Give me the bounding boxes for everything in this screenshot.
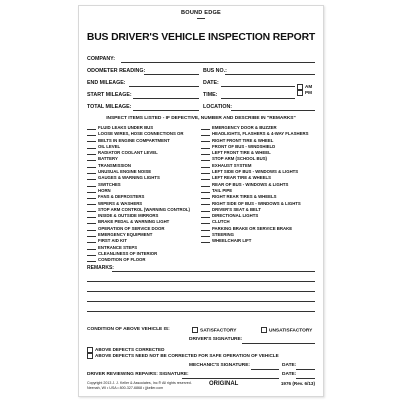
remarks-line[interactable] [112, 271, 315, 272]
inspection-item[interactable]: RIGHT FRONT TIRE & WHEEL [201, 138, 313, 144]
inspection-item[interactable]: BELTS IN ENGINE COMPARTMENT [87, 138, 199, 144]
remarks-line[interactable] [87, 301, 315, 302]
location-label: LOCATION: [203, 104, 233, 110]
inspection-item[interactable]: STOP ARM CONTROL (WARNING CONTROL) [87, 207, 199, 213]
reviewing-date-label: DATE: [282, 372, 297, 377]
inspection-item[interactable]: EXHAUST SYSTEM [201, 163, 313, 169]
odometer-label: ODOMETER READING: [87, 68, 146, 74]
inspection-item[interactable]: REAR OF BUS - WINDOWS & LIGHTS [201, 182, 313, 188]
satisfactory-checkbox[interactable] [192, 327, 198, 333]
unsatisfactory-option[interactable]: UNSATISFACTORY [261, 327, 312, 333]
mechanic-signature-field[interactable] [251, 369, 279, 370]
inspection-item[interactable]: HORN [87, 188, 199, 194]
pm-label: PM [305, 90, 312, 96]
mechanic-signature-label: MECHANIC'S SIGNATURE: [189, 363, 251, 368]
inspection-item[interactable]: EMERGENCY DOOR & BUZZER [201, 125, 313, 131]
inspection-item[interactable]: LEFT FRONT TIRE & WHEEL [201, 150, 313, 156]
satisfactory-option[interactable]: SATISFACTORY [192, 327, 236, 333]
inspection-item[interactable]: FRONT OF BUS - WINDSHIELD [201, 144, 313, 150]
condition-label: CONDITION OF ABOVE VEHICLE IS: [87, 327, 170, 332]
inspection-item[interactable]: LEFT REAR TIRE & WHEELS [201, 175, 313, 181]
inspection-item[interactable]: CONDITION OF FLOOR [87, 257, 199, 263]
inspection-item[interactable]: WIPERS & WASHERS [87, 201, 199, 207]
original-label: ORIGINAL [209, 381, 239, 387]
inspection-item[interactable]: TAIL PIPE [201, 188, 313, 194]
inspection-item[interactable]: TRANSMISSION [87, 163, 199, 169]
am-label: AM [305, 84, 313, 90]
inspection-item[interactable]: OPERATION OF SERVICE DOOR [87, 226, 199, 232]
right-items-list [201, 125, 313, 245]
defects-corrected-option[interactable]: ABOVE DEFECTS CORRECTED [87, 347, 164, 353]
reviewing-signature-field[interactable] [182, 378, 279, 379]
inspection-form-sheet [78, 5, 324, 397]
inspection-item[interactable]: FANS & DEFROSTERS [87, 194, 199, 200]
remarks-line[interactable] [87, 281, 315, 282]
date-label: DATE: [203, 80, 219, 86]
pm-checkbox[interactable] [297, 90, 303, 96]
company-label: COMPANY: [87, 56, 116, 62]
inspection-heading: INSPECT ITEMS LISTED - IF DEFECTIVE, NUMBER AND DESCRIBE IN "REMARKS" [106, 116, 296, 121]
remarks-line[interactable] [87, 291, 315, 292]
inspection-item[interactable]: STEERING [201, 232, 313, 238]
inspection-item[interactable]: BATTERY [87, 156, 199, 162]
time-field[interactable] [221, 98, 295, 99]
mechanic-date-field[interactable] [296, 369, 315, 370]
inspection-item[interactable]: SWITCHES [87, 182, 199, 188]
bus-no-label: BUS NO.: [203, 68, 227, 74]
inspection-item[interactable]: EMERGENCY EQUIPMENT [87, 232, 199, 238]
form-number: 1976 (Rev. 6/13) [280, 381, 315, 386]
inspection-item[interactable]: ENTRANCE STEPS [87, 245, 199, 251]
form-title: BUS DRIVER'S VEHICLE INSPECTION REPORT [86, 32, 316, 43]
inspection-item[interactable]: BRAKE PEDAL & WARNING LIGHT [87, 219, 199, 225]
date-field[interactable] [221, 86, 295, 87]
inspection-item[interactable]: PARKING BRAKE OR SERVICE BRAKE [201, 226, 313, 232]
left-items-list [87, 125, 199, 264]
bound-edge-mark [197, 18, 205, 19]
inspection-item[interactable]: DRIVER'S SEAT & BELT [201, 207, 313, 213]
driver-signature-field[interactable] [242, 343, 315, 344]
bus-no-field[interactable] [225, 74, 315, 75]
odometer-field[interactable] [144, 74, 199, 75]
inspection-item[interactable]: RIGHT SIDE OF BUS - WINDOWS & LIGHTS [201, 201, 313, 207]
inspection-item[interactable]: HEADLIGHTS, FLASHERS & 4-WAY FLASHERS [201, 131, 313, 137]
remarks-label: REMARKS: [87, 265, 114, 271]
inspection-item[interactable]: GAUGES & WARNING LIGHTS [87, 175, 199, 181]
inspection-item[interactable]: OIL LEVEL [87, 144, 199, 150]
time-label: TIME: [203, 92, 218, 98]
inspection-item[interactable]: RADIATOR COOLANT LEVEL [87, 150, 199, 156]
start-mileage-field[interactable] [133, 98, 199, 99]
inspection-item[interactable]: WHEELCHAIR LIFT [201, 238, 313, 244]
defects-not-needed-option[interactable]: ABOVE DEFECTS NEED NOT BE CORRECTED FOR SAFE OPERATION OF VEHICLE [87, 353, 279, 359]
total-mileage-label: TOTAL MILEAGE: [87, 104, 132, 110]
inspection-item[interactable]: FLUID LEAKS UNDER BUS [87, 125, 199, 131]
location-field[interactable] [231, 110, 315, 111]
defects-not-needed-checkbox[interactable] [87, 353, 93, 359]
total-mileage-field[interactable] [133, 110, 199, 111]
inspection-item[interactable]: INSIDE & OUTSIDE MIRRORS [87, 213, 199, 219]
reviewing-signature-label: DRIVER REVIEWING REPAIRS: SIGNATURE: [87, 372, 189, 377]
pm-option[interactable] [297, 90, 312, 96]
inspection-item[interactable]: RIGHT REAR TIRES & WHEELS [201, 194, 313, 200]
bound-edge-label: BOUND EDGE [181, 10, 221, 16]
copyright-line-1: Copyright 2013 J. J. Keller & Associates, Inc.® All rights reserved. [87, 381, 192, 385]
copyright-line-2: Neenah, WI • USA • 800-327-6868 • jjkeller.com [87, 386, 164, 390]
start-mileage-label: START MILEAGE: [87, 92, 132, 98]
inspection-item[interactable]: LEFT SIDE OF BUS - WINDOWS & LIGHTS [201, 169, 313, 175]
company-field[interactable] [121, 62, 315, 63]
inspection-item[interactable]: FIRST AID KIT [87, 238, 199, 244]
inspection-item[interactable]: CLUTCH [201, 219, 313, 225]
reviewing-date-field[interactable] [296, 378, 315, 379]
inspection-item[interactable]: DIRECTIONAL LIGHTS [201, 213, 313, 219]
remarks-line[interactable] [87, 311, 315, 312]
inspection-item[interactable]: UNUSUAL ENGINE NOISE [87, 169, 199, 175]
mechanic-date-label: DATE: [282, 363, 297, 368]
inspection-item[interactable]: STOP ARM (SCHOOL BUS) [201, 156, 313, 162]
end-mileage-label: END MILEAGE: [87, 80, 126, 86]
inspection-item[interactable]: CLEANLINESS OF INTERIOR [87, 251, 199, 257]
unsatisfactory-checkbox[interactable] [261, 327, 267, 333]
inspection-item[interactable]: LOOSE WIRES, HOSE CONNECTIONS OR [87, 131, 199, 137]
driver-signature-label: DRIVER'S SIGNATURE: [189, 337, 243, 342]
end-mileage-field[interactable] [129, 86, 199, 87]
